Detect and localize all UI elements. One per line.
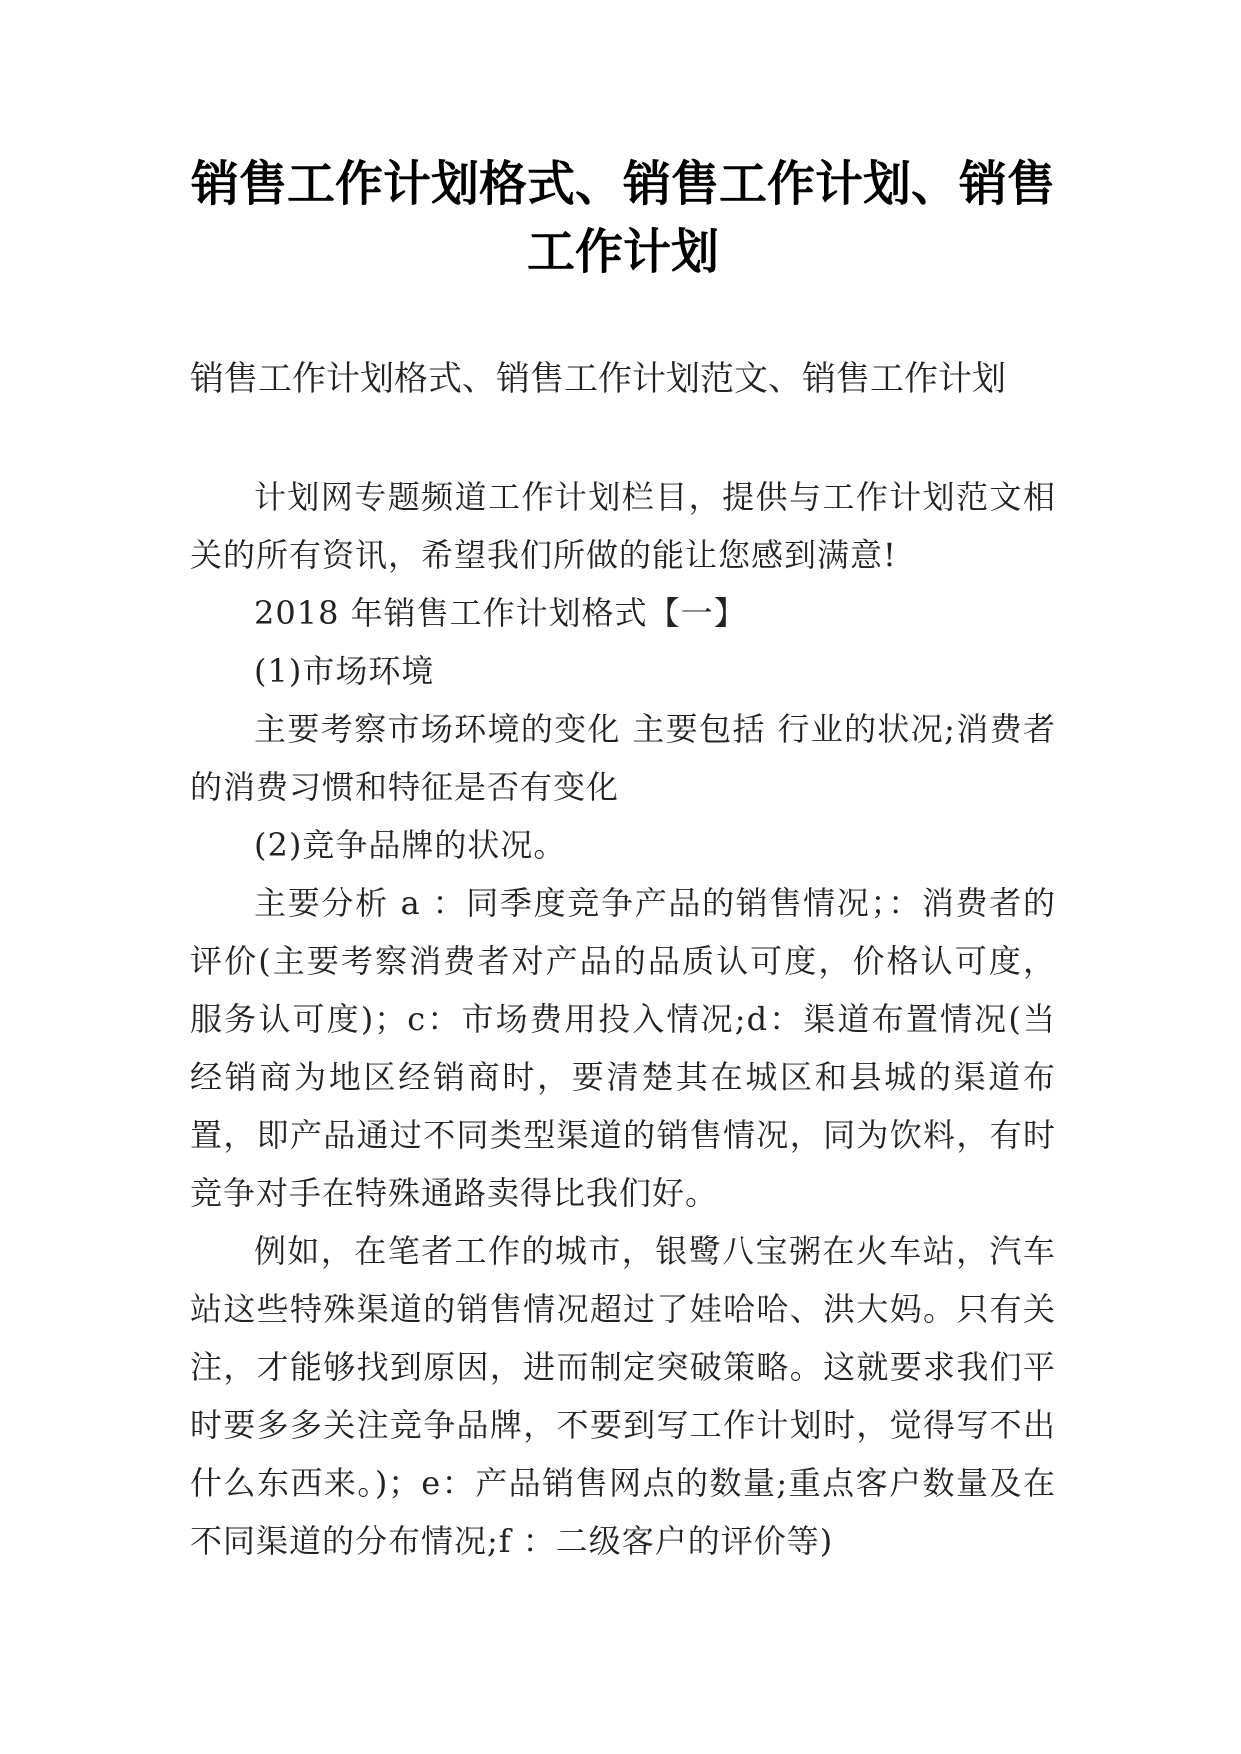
paragraph-competitor-brands: (2)竞争品牌的状况。 bbox=[254, 826, 567, 864]
paragraph-section-heading: 2018 年销售工作计划格式【一】 bbox=[254, 594, 747, 632]
document-body bbox=[190, 468, 1056, 1570]
document-subtitle: 销售工作计划格式、销售工作计划范文、销售工作计划 bbox=[190, 359, 1006, 399]
paragraph-example: 例如，在笔者工作的城市，银鹭八宝粥在火车站，汽车站这些特殊渠道的销售情况超过了娃哈哈、洪大妈。只有关注，才能够找到原因，进而制定突破策略。这就要求我们平时要多多关注竞争品牌，不要到写工作计划时，觉得写不出什么东西来。)；e：产品销售网点的数量;重点客户数量及在不同渠道的分布情况;f ：二级客户的评价等) bbox=[190, 1232, 1056, 1560]
paragraph-market-detail: 主要考察市场环境的变化 主要包括 行业的状况;消费者的消费习惯和特征是否有变化 bbox=[190, 710, 1056, 806]
document-title: 销售工作计划格式、销售工作计划、销售工作计划 bbox=[190, 156, 1055, 280]
paragraph-intro: 计划网专题频道工作计划栏目，提供与工作计划范文相关的所有资讯，希望我们所做的能让您感到满意! bbox=[190, 478, 1056, 574]
paragraph-market-environment: (1)市场环境 bbox=[254, 652, 435, 690]
paragraph-competitor-analysis: 主要分析 a ：同季度竞争产品的销售情况；：消费者的评价(主要考察消费者对产品的品质认可度，价格认可度，服务认可度)；c：市场费用投入情况;d：渠道布置情况(当经销商为地区经销商时，要清楚其在城区和县城的渠道布置，即产品通过不同类型渠道的销售情况，同为饮料，有时竞争对手在特殊通路卖得比我们好。 bbox=[190, 884, 1056, 1212]
